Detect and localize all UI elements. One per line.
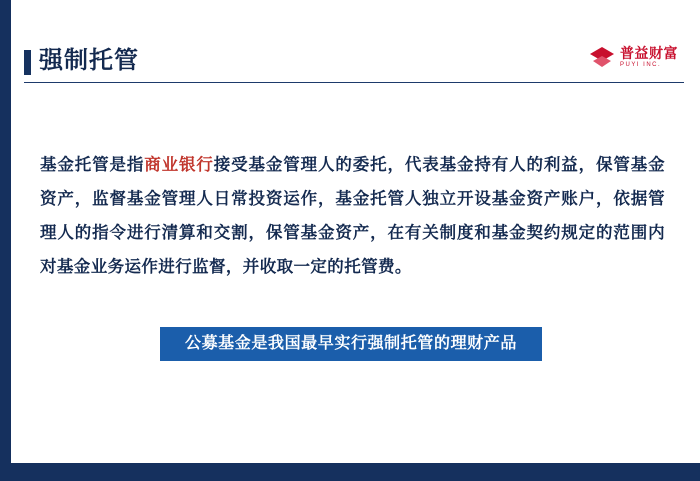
body-paragraph <box>40 148 665 284</box>
callout-text: 公募基金是我国最早实行强制托管的理财产品 <box>184 335 517 352</box>
logo-name-en: PUYI INC. <box>620 61 662 68</box>
body-text-part1: 基金托管是指 <box>40 156 145 174</box>
brand-logo <box>589 44 678 70</box>
header-divider <box>24 82 684 83</box>
left-accent-bar <box>0 0 11 481</box>
logo-text <box>620 46 678 69</box>
title-tick-marker <box>24 50 31 75</box>
bottom-accent-bar <box>0 463 700 481</box>
logo-name-cn: 普益财富 <box>620 44 678 61</box>
body-text-highlight: 商业银行 <box>144 156 214 174</box>
page-title: 强制托管 <box>39 47 139 74</box>
logo-diamond-icon <box>589 46 615 68</box>
body-text-part2: 接受基金管理人的委托，代表基金持有人的利益，保管基金资产，监督基金管理人日常投资运作，基金托管人独立开设基金资产账户，依据管理人的指令进行清算和交割，保管基金资产，在有关制度和基金契约规定的范围内对基金业务运作进行监督，并收取一定的托管费。 <box>40 156 665 276</box>
callout-box <box>160 327 542 361</box>
